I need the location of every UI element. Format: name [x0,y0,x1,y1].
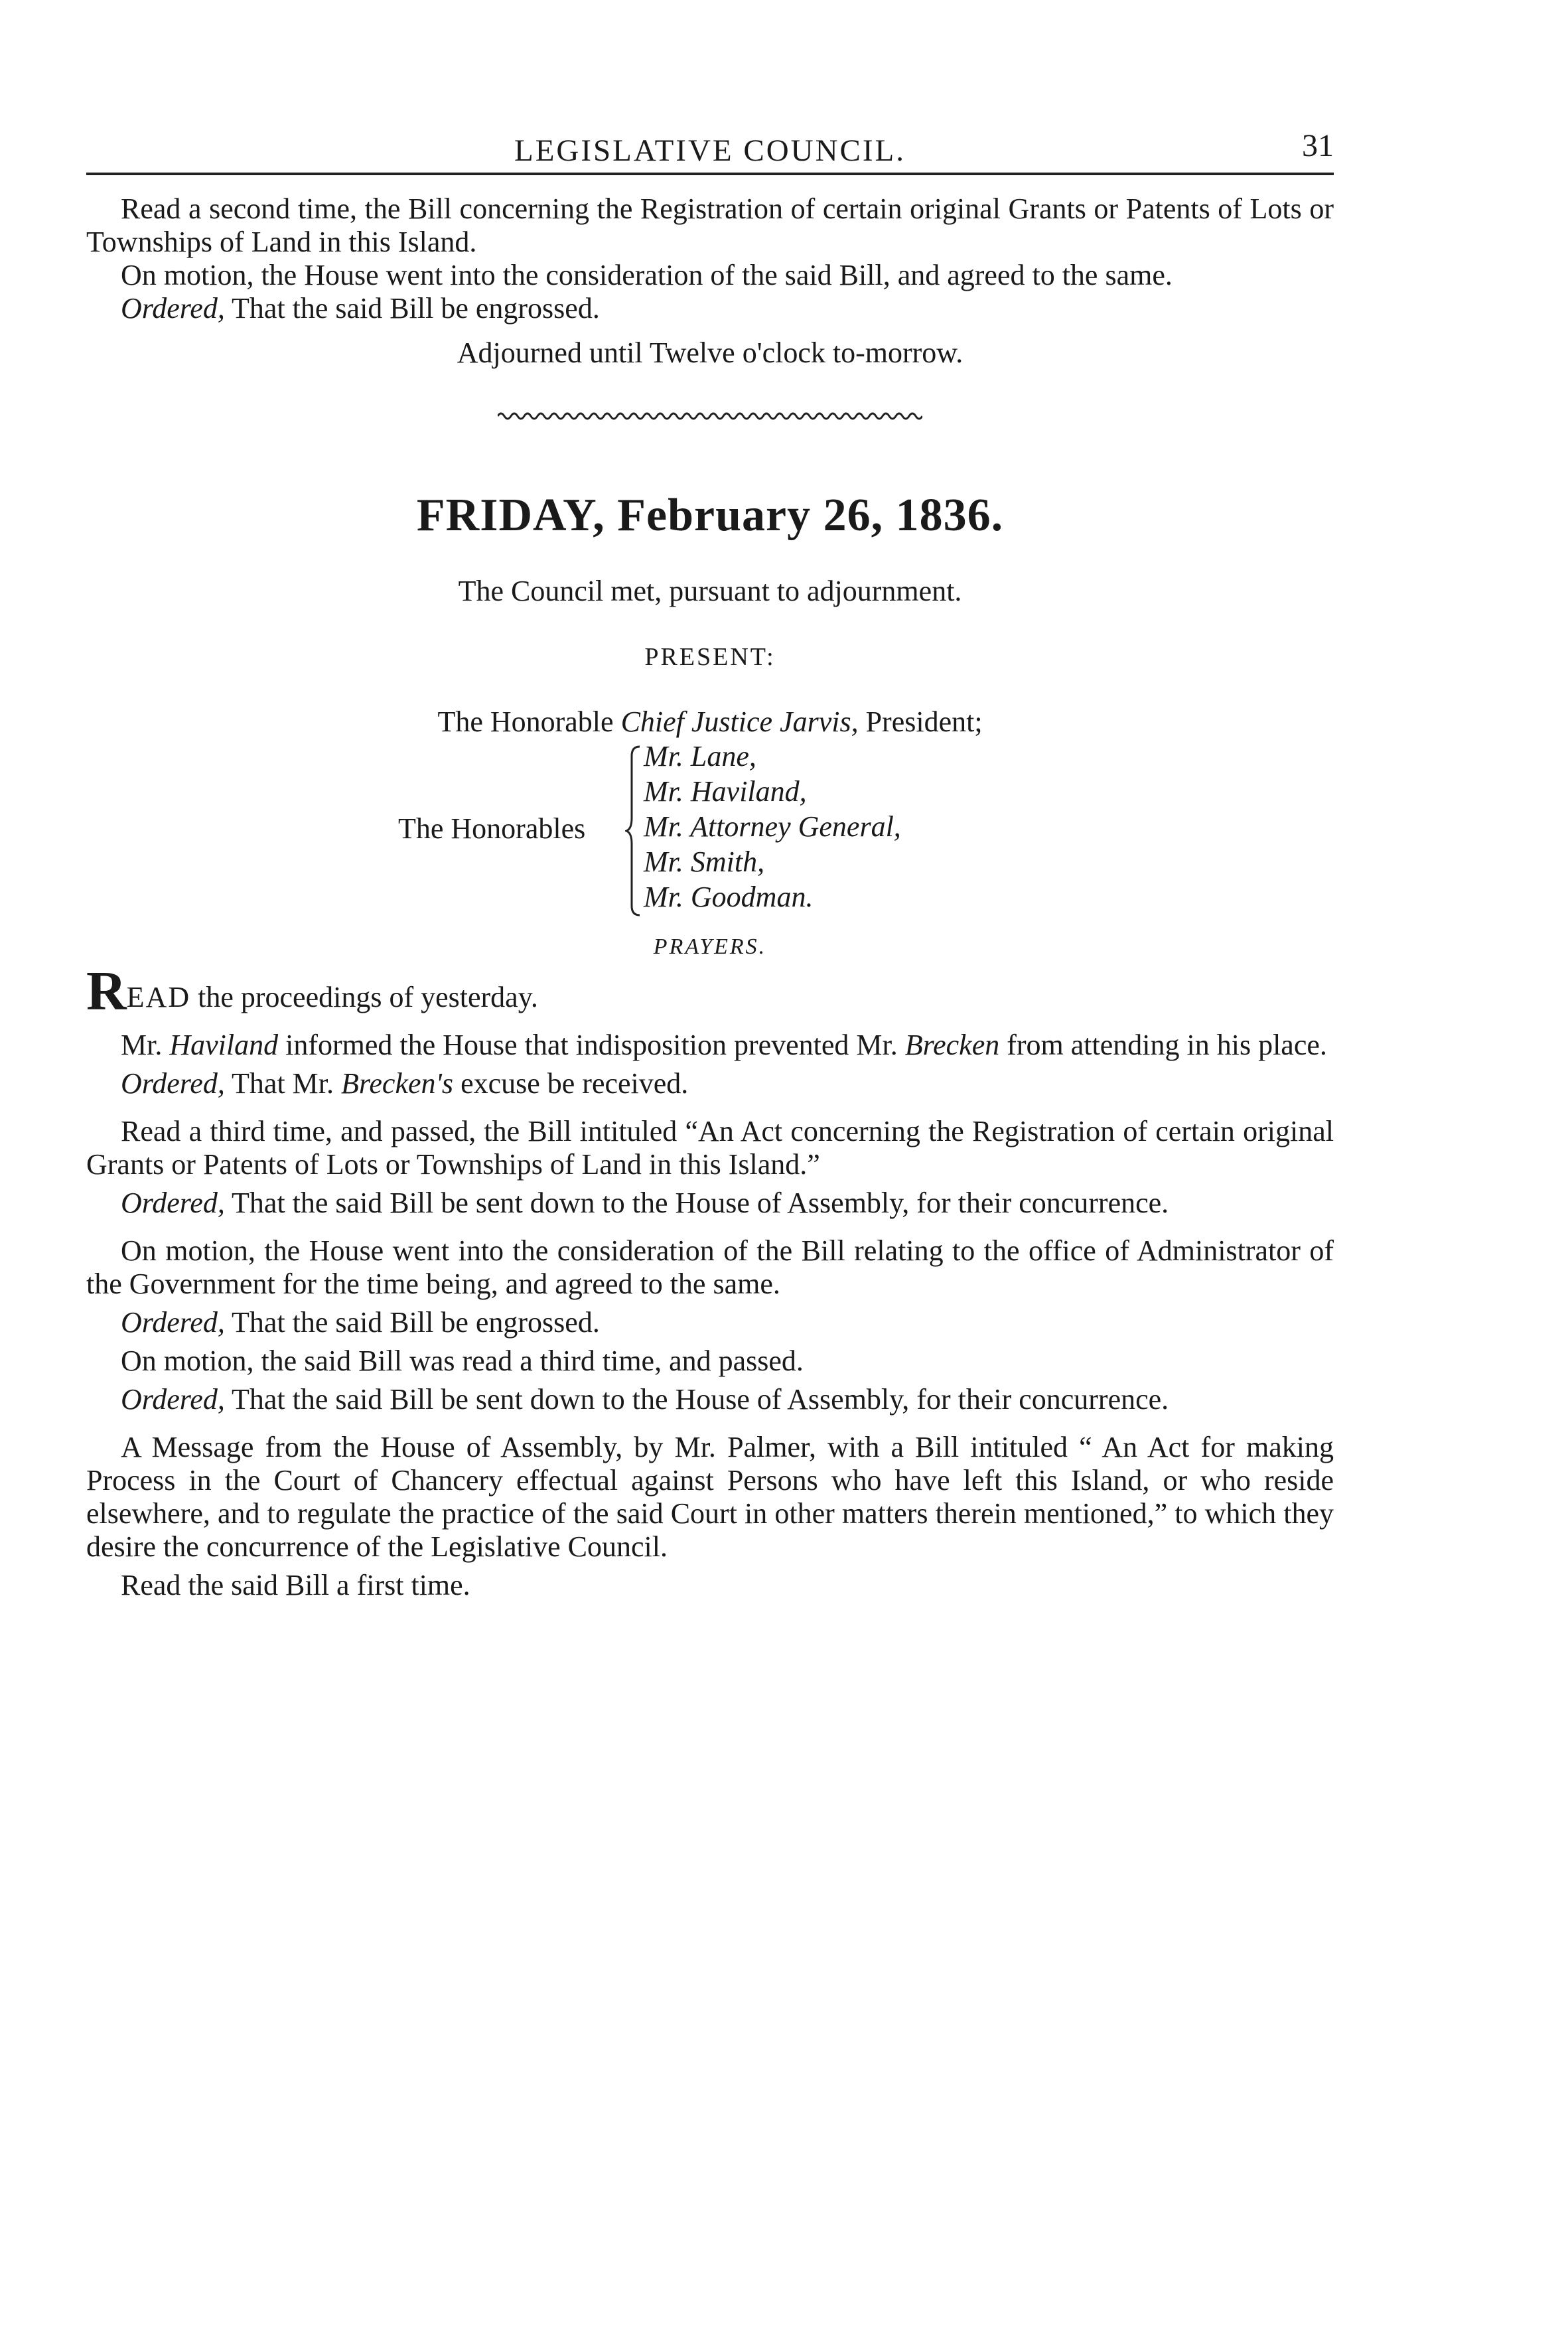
ordered-label: Ordered, [121,292,225,325]
text-run: That the said Bill be sent down to the House of Assembly, for their concurrence. [232,1383,1169,1416]
name-haviland: Haviland [169,1029,279,1061]
drop-cap-continuation: EAD [126,981,191,1013]
ordered-text: That the said Bill be engrossed. [232,292,600,325]
paragraph-motion-administrator: On motion, the House went into the consideration of the Bill relating to the office of Administrator of the Government for the time being, and agreed to the same. [86,1234,1334,1300]
ordered-label: Ordered, [121,1383,225,1416]
honorables-label: The Honorables [398,812,586,845]
ordered-label: Ordered, [121,1187,225,1219]
text-run: Mr. [121,1029,163,1061]
paragraph-ordered-excuse [86,1067,1334,1100]
ordered-label: Ordered, [121,1067,225,1100]
paragraph-ordered-sent-down [86,1187,1334,1220]
running-header [86,128,1334,175]
member-haviland: Mr. Haviland, [644,775,807,808]
president-suffix: President; [865,705,983,738]
member-lane: Mr. Lane, [644,740,756,772]
text-run: excuse be received. [461,1067,689,1100]
paragraph-consideration: On motion, the House went into the consideration of the said Bill, and agreed to the same. [121,259,1173,291]
president-name: Chief Justice Jarvis, [620,705,859,738]
president-line [86,705,1334,739]
drop-cap: R [86,960,127,1022]
adjourned-line: Adjourned until Twelve o'clock to-morrow. [457,336,963,369]
member-goodman: Mr. Goodman. [644,881,814,913]
paragraph-haviland [86,1029,1334,1062]
member-attorney-general: Mr. Attorney General, [644,810,901,843]
paragraph-ordered-engrossed [86,292,1334,325]
read-proceedings-line [86,960,1334,1022]
prayers-label: PRAYERS. [653,934,767,959]
session-date-heading: FRIDAY, February 26, 1836. [416,490,1004,541]
wavy-rule-icon [498,409,922,423]
paragraph-ordered-sent-down-2 [86,1383,1334,1416]
ordered-label: Ordered, [121,1306,225,1339]
running-title: LEGISLATIVE COUNCIL. [514,133,906,168]
paragraph-message-assembly: A Message from the House of Assembly, by Mr. Palmer, with a Bill intituled “ An Act for making Process in the Court of Chancery effectual against Persons who have left this Island, or who reside elsewhere, and to regulate the practice of the said Court in other matters therein mentioned,” to which they desire the concurrence of the Legislative Council. [86,1431,1334,1563]
present-label: PRESENT: [644,643,776,671]
council-met-line: The Council met, pursuant to adjournment. [458,575,962,607]
name-brecken: Brecken [904,1029,1000,1061]
text-run: informed the House that indisposition prevented Mr. [285,1029,898,1061]
paragraph-second-reading: Read a second time, the Bill concerning the Registration of certain original Grants or Patents of Lots or Townships of Land in this Island. [86,192,1334,258]
paragraph-ordered-engrossed-2 [86,1306,1334,1339]
text-run: That the said Bill be engrossed. [232,1306,600,1339]
document-page [86,128,1334,1602]
read-proceedings-text: the proceedings of yesterday. [198,981,538,1013]
honorables-block [86,740,1334,922]
text-run: That Mr. [232,1067,334,1100]
president-prefix: The Honorable [437,705,614,738]
page-number: 31 [1302,128,1334,163]
paragraph-third-reading: Read a third time, and passed, the Bill intituled “An Act concerning the Registration of certain original Grants or Patents of Lots or Townships of Land in this Island.” [86,1115,1334,1181]
curly-brace-icon [625,744,642,918]
name-brecken-possessive: Brecken's [341,1067,454,1100]
text-run: That the said Bill be sent down to the House of Assembly, for their concurrence. [232,1187,1169,1219]
text-run: from attending in his place. [1007,1029,1327,1061]
paragraph-motion-third-reading: On motion, the said Bill was read a third time, and passed. [121,1345,804,1377]
ornamental-divider [86,409,1334,429]
paragraph-first-reading: Read the said Bill a first time. [121,1569,470,1601]
member-smith: Mr. Smith, [644,845,765,878]
